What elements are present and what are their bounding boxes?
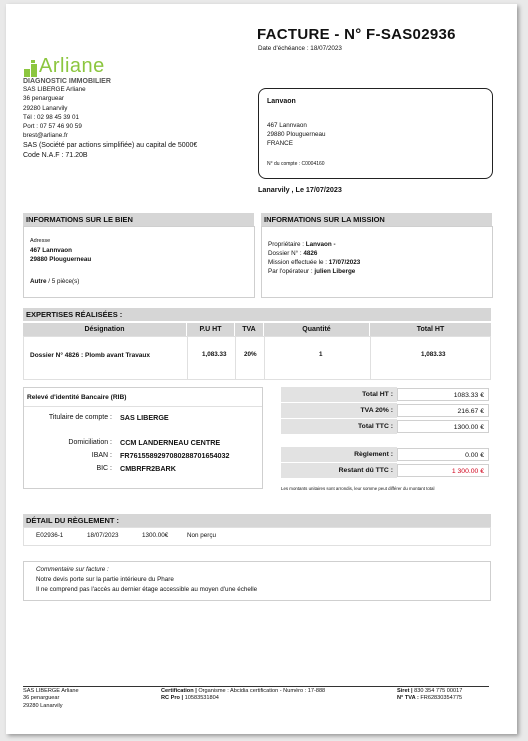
recipient-street: 467 Lannvaon	[267, 122, 307, 129]
company-line: Tél : 02 98 45 39 01	[23, 113, 80, 121]
footer-company: SAS LIBERGE Arliane 36 penarguear 29280 Lanarvily	[23, 688, 79, 709]
mission-file: Dossier N° : 4826	[268, 250, 318, 257]
col-total-ht: Total HT	[370, 323, 491, 336]
logo-tagline: DIAGNOSTIC IMMOBILIER	[23, 78, 111, 85]
comment-box	[23, 561, 491, 601]
company-line: Code N.A.F : 71.20B	[23, 151, 88, 159]
total-ttc-label: Total TTC :	[281, 419, 397, 434]
rib-holder-label: Titulaire de compte :	[48, 414, 112, 421]
rib-holder-value: SAS LIBERGE	[120, 413, 169, 422]
bien-address-label: Adresse	[30, 238, 51, 244]
bien-header: INFORMATIONS SUR LE BIEN	[23, 213, 254, 226]
company-line: 29280 Lanarvily	[23, 104, 68, 112]
company-info	[23, 85, 197, 161]
company-line: SAS LIBERGE Arliane	[23, 86, 86, 93]
tva-label: TVA 20% :	[281, 403, 397, 418]
rib-box	[23, 387, 263, 489]
bien-type: Autre / 5 pièce(s)	[30, 278, 80, 285]
reglement-label: Règlement :	[281, 447, 397, 462]
logo-mark-icon	[24, 60, 39, 77]
mission-header: INFORMATIONS SUR LA MISSION	[261, 213, 492, 226]
total-ttc-value: 1300.00 €	[397, 420, 489, 433]
table-row	[23, 336, 491, 380]
company-line: SAS (Société par actions simplifiée) au capital de 5000€	[23, 141, 198, 149]
recipient-account: N° du compte : C0004160	[267, 161, 325, 167]
rib-bic-value: CMBRFR2BARK	[120, 464, 176, 473]
reglement-row	[23, 527, 491, 546]
reglement-value: 0.00 €	[397, 448, 489, 461]
recipient-country: FRANCE	[267, 140, 293, 147]
col-designation: Désignation	[23, 323, 186, 336]
mission-operator: Par l'opérateur : julien Liberge	[268, 268, 356, 275]
bien-street: 467 Lannvaon	[30, 247, 72, 254]
col-pu-ht: P.U HT	[187, 323, 234, 336]
footer-certification: Certification | Organisme : Abcidia certification - Numéro : 17-888 RC Pro | 10583531804	[161, 688, 326, 702]
row-total-ht: 1,083.33	[421, 351, 446, 358]
footer-siret: Siret | 830 354 775 00017 N° TVA : FR62830354775	[397, 688, 463, 702]
recipient-box	[258, 88, 493, 179]
row-quantite: 1	[319, 351, 323, 358]
bien-box	[23, 226, 255, 298]
restant-value: 1 300.00 €	[397, 464, 489, 477]
rib-domiciliation-value: CCM LANDERNEAU CENTRE	[120, 438, 221, 447]
tva-value: 216.67 €	[397, 404, 489, 417]
bien-city: 29880 Plouguerneau	[30, 256, 92, 263]
comment-label: Commentaire sur facture :	[36, 566, 109, 573]
company-line: 36 penarguear	[23, 95, 64, 103]
mission-date: Mission effectuée le : 17/07/2023	[268, 259, 361, 266]
reglement-amount: 1300.00€	[142, 532, 169, 539]
rib-domiciliation-label: Domiciliation :	[68, 439, 112, 446]
expertises-header: EXPERTISES RÉALISÉES :	[23, 308, 491, 321]
due-date: Date d'échéance : 18/07/2023	[258, 45, 342, 52]
row-tva: 20%	[244, 351, 257, 358]
logo-text: Arliane	[39, 55, 105, 77]
restant-label: Restant dû TTC :	[281, 463, 397, 478]
rib-bic-label: BIC :	[96, 465, 112, 472]
recipient-name: Lanvaon	[267, 98, 296, 105]
row-designation: Dossier N° 4826 : Plomb avant Travaux	[30, 352, 151, 359]
reglement-ref: E02936-1	[36, 532, 64, 539]
mission-box	[261, 226, 493, 298]
place-date: Lanarvily , Le 17/07/2023	[258, 185, 342, 194]
company-line: Port : 07 57 46 90 59	[23, 123, 82, 131]
comment-line: Notre devis porte sur la partie intérieure du Phare	[36, 576, 174, 583]
reglement-status: Non perçu	[187, 532, 217, 539]
total-ht-value: 1083.33 €	[397, 388, 489, 401]
col-quantite: Quantité	[264, 323, 369, 336]
rib-iban-label: IBAN :	[91, 452, 112, 459]
reglement-header: DÉTAIL DU RÈGLEMENT :	[23, 514, 491, 527]
totals-note: Les montants unitaires sont arrondis, leur somme peut différer du montant total	[281, 486, 435, 491]
row-pu-ht: 1,083.33	[202, 351, 227, 358]
rib-iban-value: FR7615589297080288701654032	[120, 451, 230, 460]
total-ht-label: Total HT :	[281, 387, 397, 402]
reglement-date: 18/07/2023	[87, 532, 119, 539]
recipient-city: 29880 Plouguerneau	[267, 131, 326, 138]
rib-header: Relevé d'identité Bancaire (RIB)	[27, 394, 127, 401]
comment-line: Il ne comprend pas l'accès au dernier étage accessible au moyen d'une échelle	[36, 586, 258, 593]
invoice-title: FACTURE - N° F-SAS02936	[257, 26, 456, 43]
col-tva: TVA	[235, 323, 263, 336]
mission-owner: Propriétaire : Lanvaon -	[268, 241, 336, 248]
footer-divider	[23, 686, 489, 687]
invoice-page	[6, 4, 517, 734]
company-email-link[interactable]: brest@arliane.fr	[23, 132, 68, 140]
